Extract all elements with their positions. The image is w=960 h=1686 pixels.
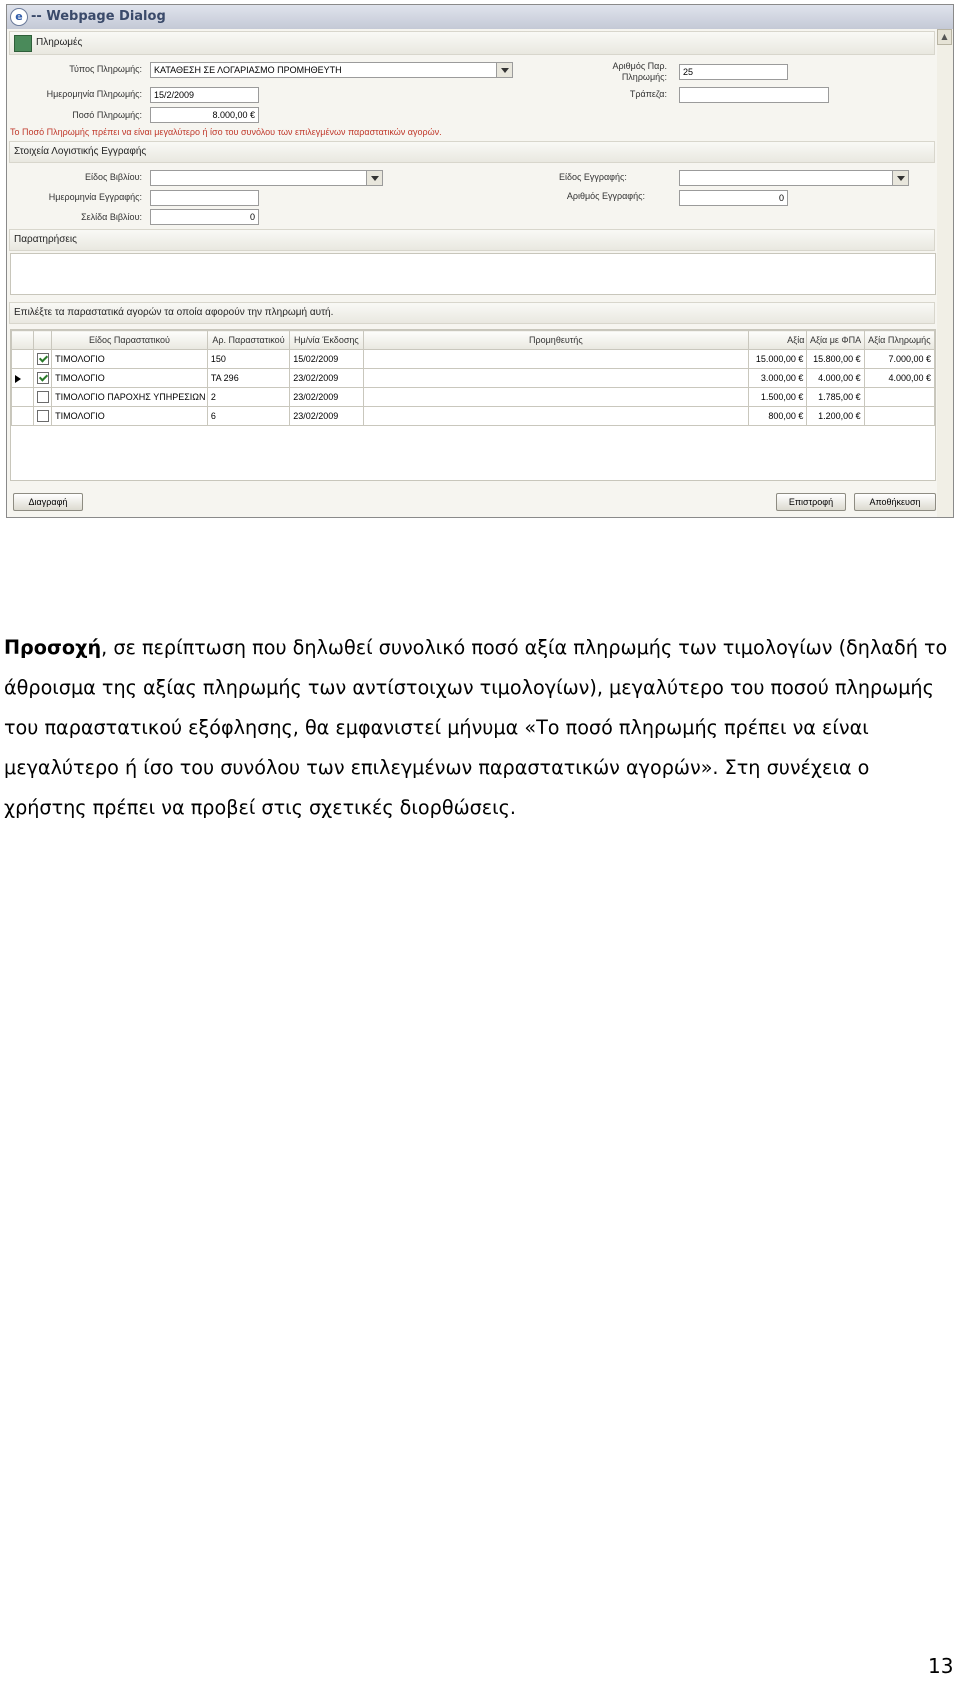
book-type-label: Είδος Βιβλίου: — [85, 172, 142, 182]
book-page-input[interactable]: 0 — [150, 209, 259, 225]
grid-header-payment[interactable]: Αξία Πληρωμής — [864, 331, 934, 350]
row-marker-cell — [12, 407, 34, 426]
table-row[interactable] — [12, 369, 935, 388]
chevron-down-icon[interactable] — [892, 171, 908, 185]
save-button[interactable]: Αποθήκευση — [854, 493, 936, 511]
grid-header-number[interactable]: Αρ. Παραστατικού — [207, 331, 289, 350]
payment-value-cell: 7.000,00 € — [864, 350, 934, 369]
current-row-icon — [15, 375, 21, 383]
row-marker-cell — [12, 350, 34, 369]
row-checkbox[interactable] — [37, 353, 49, 365]
webpage-dialog — [6, 4, 954, 518]
value-vat-cell: 15.800,00 € — [807, 350, 864, 369]
scroll-up-icon[interactable]: ▲ — [937, 29, 952, 45]
value-cell: 1.500,00 € — [749, 388, 807, 407]
payment-type-label: Τύπος Πληρωμής: — [69, 64, 142, 74]
invoice-number-cell: 2 — [207, 388, 289, 407]
dialog-titlebar[interactable] — [7, 5, 953, 30]
table-row[interactable] — [12, 407, 935, 426]
value-vat-cell: 1.785,00 € — [807, 388, 864, 407]
grid-header-row — [12, 331, 935, 350]
invoice-number-cell: 6 — [207, 407, 289, 426]
warning-paragraph — [4, 628, 956, 828]
ie-icon: e — [10, 8, 28, 26]
row-marker-cell — [12, 388, 34, 407]
chevron-down-icon[interactable] — [366, 171, 382, 185]
grid-header-value[interactable]: Αξία — [749, 331, 807, 350]
value-vat-cell: 4.000,00 € — [807, 369, 864, 388]
invoice-type-cell: ΤΙΜΟΛΟΓΙΟ — [52, 369, 208, 388]
supplier-cell — [363, 350, 749, 369]
payment-number-label-line2: Πληρωμής: — [621, 72, 667, 82]
grid-header-value-vat[interactable]: Αξία με ΦΠΑ — [807, 331, 864, 350]
select-invoices-header: Επιλέξτε τα παραστατικά αγορών τα οποία αφορούν την πληρωμή αυτή. — [9, 302, 935, 324]
payment-type-value: ΚΑΤΑΘΕΣΗ ΣΕ ΛΟΓΑΡΙΑΣΜΟ ΠΡΟΜΗΘΕΥΤΗ — [154, 65, 342, 75]
grid-header-type[interactable]: Είδος Παραστατικού — [52, 331, 208, 350]
back-button[interactable]: Επιστροφή — [776, 493, 846, 511]
dialog-content — [7, 29, 937, 517]
grid-header-date[interactable]: Ημ/νία Έκδοσης — [290, 331, 363, 350]
supplier-cell — [363, 388, 749, 407]
invoice-date-cell: 23/02/2009 — [290, 369, 363, 388]
table-row[interactable] — [12, 388, 935, 407]
row-checkbox-cell[interactable] — [34, 350, 52, 369]
payments-icon — [14, 35, 32, 52]
chevron-down-icon[interactable] — [496, 63, 512, 77]
payment-value-cell — [864, 407, 934, 426]
invoice-type-cell: ΤΙΜΟΛΟΓΙΟ — [52, 407, 208, 426]
amount-warning: Το Ποσό Πληρωμής πρέπει να είναι μεγαλύτερο ή ίσο του συνόλου των επιλεγμένων παραστατικών αγορών. — [10, 127, 442, 137]
grid-header-marker — [12, 331, 34, 350]
notes-textarea[interactable] — [10, 253, 936, 295]
row-checkbox-cell[interactable] — [34, 388, 52, 407]
invoice-date-cell: 23/02/2009 — [290, 407, 363, 426]
entry-date-label: Ημερομηνία Εγγραφής: — [48, 192, 142, 202]
invoice-date-cell: 23/02/2009 — [290, 388, 363, 407]
value-cell: 800,00 € — [749, 407, 807, 426]
payment-number-label-line1: Αριθμός Παρ. — [612, 61, 667, 71]
payment-value-cell: 4.000,00 € — [864, 369, 934, 388]
page-number: 13 — [928, 1654, 954, 1678]
invoice-number-cell: ΤΑ 296 — [207, 369, 289, 388]
value-cell: 15.000,00 € — [749, 350, 807, 369]
payment-date-label: Ημερομηνία Πληρωμής: — [46, 89, 142, 99]
table-row[interactable] — [12, 350, 935, 369]
payments-header — [9, 31, 935, 55]
payment-amount-input[interactable]: 8.000,00 € — [150, 107, 259, 123]
window-title: -- Webpage Dialog — [31, 9, 166, 24]
bank-input[interactable] — [679, 87, 829, 103]
row-marker-cell — [12, 369, 34, 388]
attention-bold: Προσοχή — [4, 636, 102, 659]
value-vat-cell: 1.200,00 € — [807, 407, 864, 426]
vertical-scrollbar[interactable] — [936, 29, 953, 517]
invoice-type-cell: ΤΙΜΟΛΟΓΙΟ ΠΑΡΟΧΗΣ ΥΠΗΡΕΣΙΩΝ — [52, 388, 208, 407]
row-checkbox-cell[interactable] — [34, 369, 52, 388]
accounting-section-header: Στοιχεία Λογιστικής Εγγραφής — [9, 141, 935, 163]
payment-date-input[interactable]: 15/2/2009 — [150, 87, 259, 103]
invoices-table — [11, 330, 935, 426]
bank-label: Τράπεζα: — [629, 89, 667, 99]
notes-section-header: Παρατηρήσεις — [9, 229, 935, 251]
payment-type-select[interactable] — [150, 62, 513, 78]
book-page-label: Σελίδα Βιβλίου: — [81, 212, 142, 222]
invoice-number-cell: 150 — [207, 350, 289, 369]
entry-type-label: Είδος Εγγραφής: — [559, 172, 627, 182]
invoice-type-cell: ΤΙΜΟΛΟΓΙΟ — [52, 350, 208, 369]
payment-value-cell — [864, 388, 934, 407]
paragraph-body: , σε περίπτωση που δηλωθεί συνολικό ποσό αξία πληρωμής των τιμολογίων (δηλαδή το άθροισμα της αξίας πληρωμής των αντίστοιχων τιμολογίων), μεγαλύτερο του ποσού πληρωμής του παραστατικού εξόφλησης, θα εμφανιστεί μήνυμα «Το ποσό πληρωμής πρέπει να είναι μεγαλύτερο ή ίσο του συνόλου των επιλεγμένων παραστατικών αγορών». Στη συνέχεια ο χρήστης πρέπει να προβεί στις σχετικές διορθώσεις. — [4, 636, 948, 819]
entry-type-select[interactable] — [679, 170, 909, 186]
row-checkbox[interactable] — [37, 410, 49, 422]
row-checkbox-cell[interactable] — [34, 407, 52, 426]
grid-header-check — [34, 331, 52, 350]
invoice-date-cell: 15/02/2009 — [290, 350, 363, 369]
row-checkbox[interactable] — [37, 391, 49, 403]
supplier-cell — [363, 407, 749, 426]
delete-button[interactable]: Διαγραφή — [13, 493, 83, 511]
invoices-grid — [10, 329, 936, 481]
book-type-select[interactable] — [150, 170, 383, 186]
row-checkbox[interactable] — [37, 372, 49, 384]
payments-title: Πληρωμές — [36, 37, 83, 48]
payment-number-label — [567, 61, 667, 83]
entry-number-input[interactable]: 0 — [679, 190, 788, 206]
value-cell: 3.000,00 € — [749, 369, 807, 388]
grid-header-supplier[interactable]: Προμηθευτής — [363, 331, 749, 350]
entry-date-input[interactable] — [150, 190, 259, 206]
entry-number-label: Αριθμός Εγγραφής: — [566, 191, 645, 201]
payment-amount-label: Ποσό Πληρωμής: — [72, 110, 142, 120]
payment-number-input[interactable]: 25 — [679, 64, 788, 80]
supplier-cell — [363, 369, 749, 388]
